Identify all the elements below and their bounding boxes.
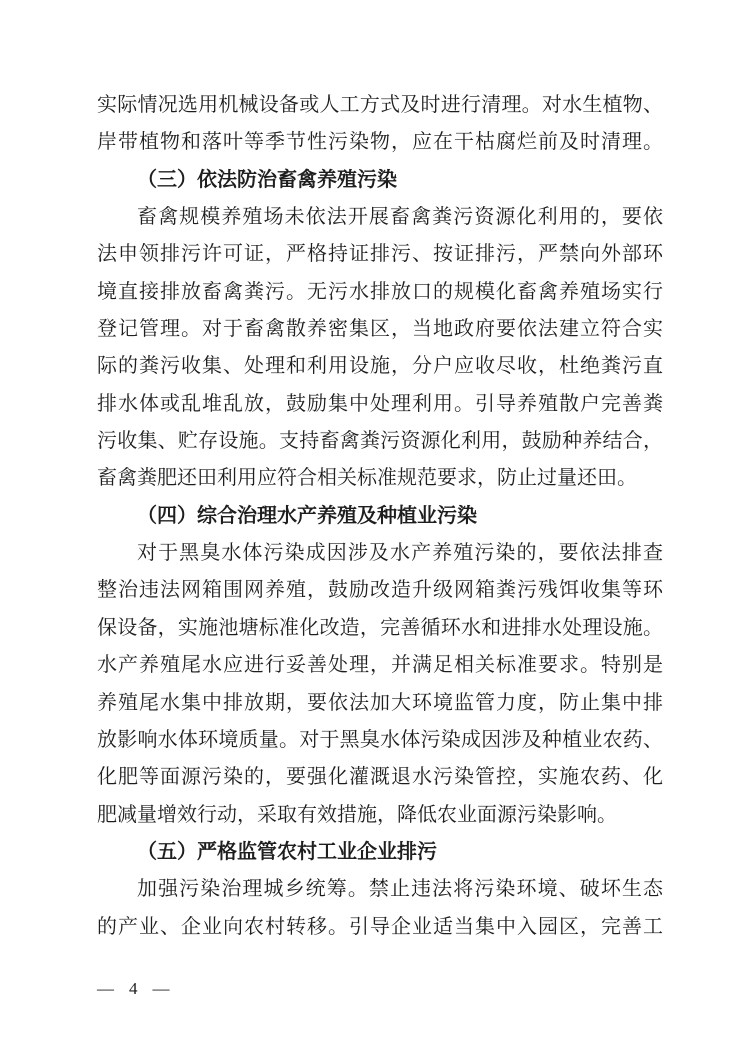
text-line: 养殖尾水集中排放期，要依法加大环境监管力度，防止集中排 [97, 691, 663, 714]
text-line: 排水体或乱堆乱放，鼓励集中处理利用。引导养殖散户完善粪 [97, 392, 663, 415]
text-line: 对于黑臭水体污染成因涉及水产养殖污染的，要依法排查 [137, 542, 663, 565]
text-line: 放影响水体环境质量。对于黑臭水体污染成因涉及种植业农药、 [97, 728, 663, 751]
page-number-value: 4 [129, 979, 138, 998]
text-line: 加强污染治理城乡统筹。禁止违法将污染环境、破坏生态 [137, 878, 663, 901]
text-line: 化肥等面源污染的，要强化灌溉退水污染管控，实施农药、化 [97, 766, 663, 789]
section-heading-4: （四）综合治理水产养殖及种植业污染 [137, 504, 477, 527]
section-heading-5: （五）严格监管农村工业企业排污 [137, 840, 437, 863]
page-number [97, 978, 170, 1000]
text-line: 实际情况选用机械设备或人工方式及时进行清理。对水生植物、 [97, 94, 663, 116]
text-line: 水产养殖尾水应进行妥善处理，并满足相关标准要求。特别是 [97, 654, 663, 677]
text-line: 保设备，实施池塘标准化改造，完善循环水和进排水处理设施。 [97, 616, 663, 639]
section-heading-3: （三）依法防治畜禽养殖污染 [137, 168, 397, 191]
text-line: 岸带植物和落叶等季节性污染物，应在干枯腐烂前及时清理。 [97, 131, 663, 154]
text-line: 法申领排污许可证，严格持证排污、按证排污，严禁向外部环 [97, 243, 663, 266]
text-line: 的产业、企业向农村转移。引导企业适当集中入园区，完善工 [97, 915, 663, 938]
page-number-dash-left: — [97, 979, 114, 998]
page-number-dash-right: — [152, 979, 170, 998]
text-line: 整治违法网箱围网养殖，鼓励改造升级网箱粪污残饵收集等环 [97, 579, 663, 602]
text-line: 际的粪污收集、处理和利用设施，分户应收尽收，杜绝粪污直 [97, 355, 663, 378]
text-line: 登记管理。对于畜禽散养密集区，当地政府要依法建立符合实 [97, 318, 663, 341]
text-line: 畜禽规模养殖场未依法开展畜禽粪污资源化利用的，要依 [137, 206, 663, 229]
text-line: 肥减量增效行动，采取有效措施，降低农业面源污染影响。 [97, 803, 617, 826]
text-line: 污收集、贮存设施。支持畜禽粪污资源化利用，鼓励种养结合， [97, 430, 663, 453]
text-line: 畜禽粪肥还田利用应符合相关标准规范要求，防止过量还田。 [97, 467, 637, 490]
text-line: 境直接排放畜禽粪污。无污水排放口的规模化畜禽养殖场实行 [97, 280, 663, 303]
page-body-text [97, 87, 663, 946]
